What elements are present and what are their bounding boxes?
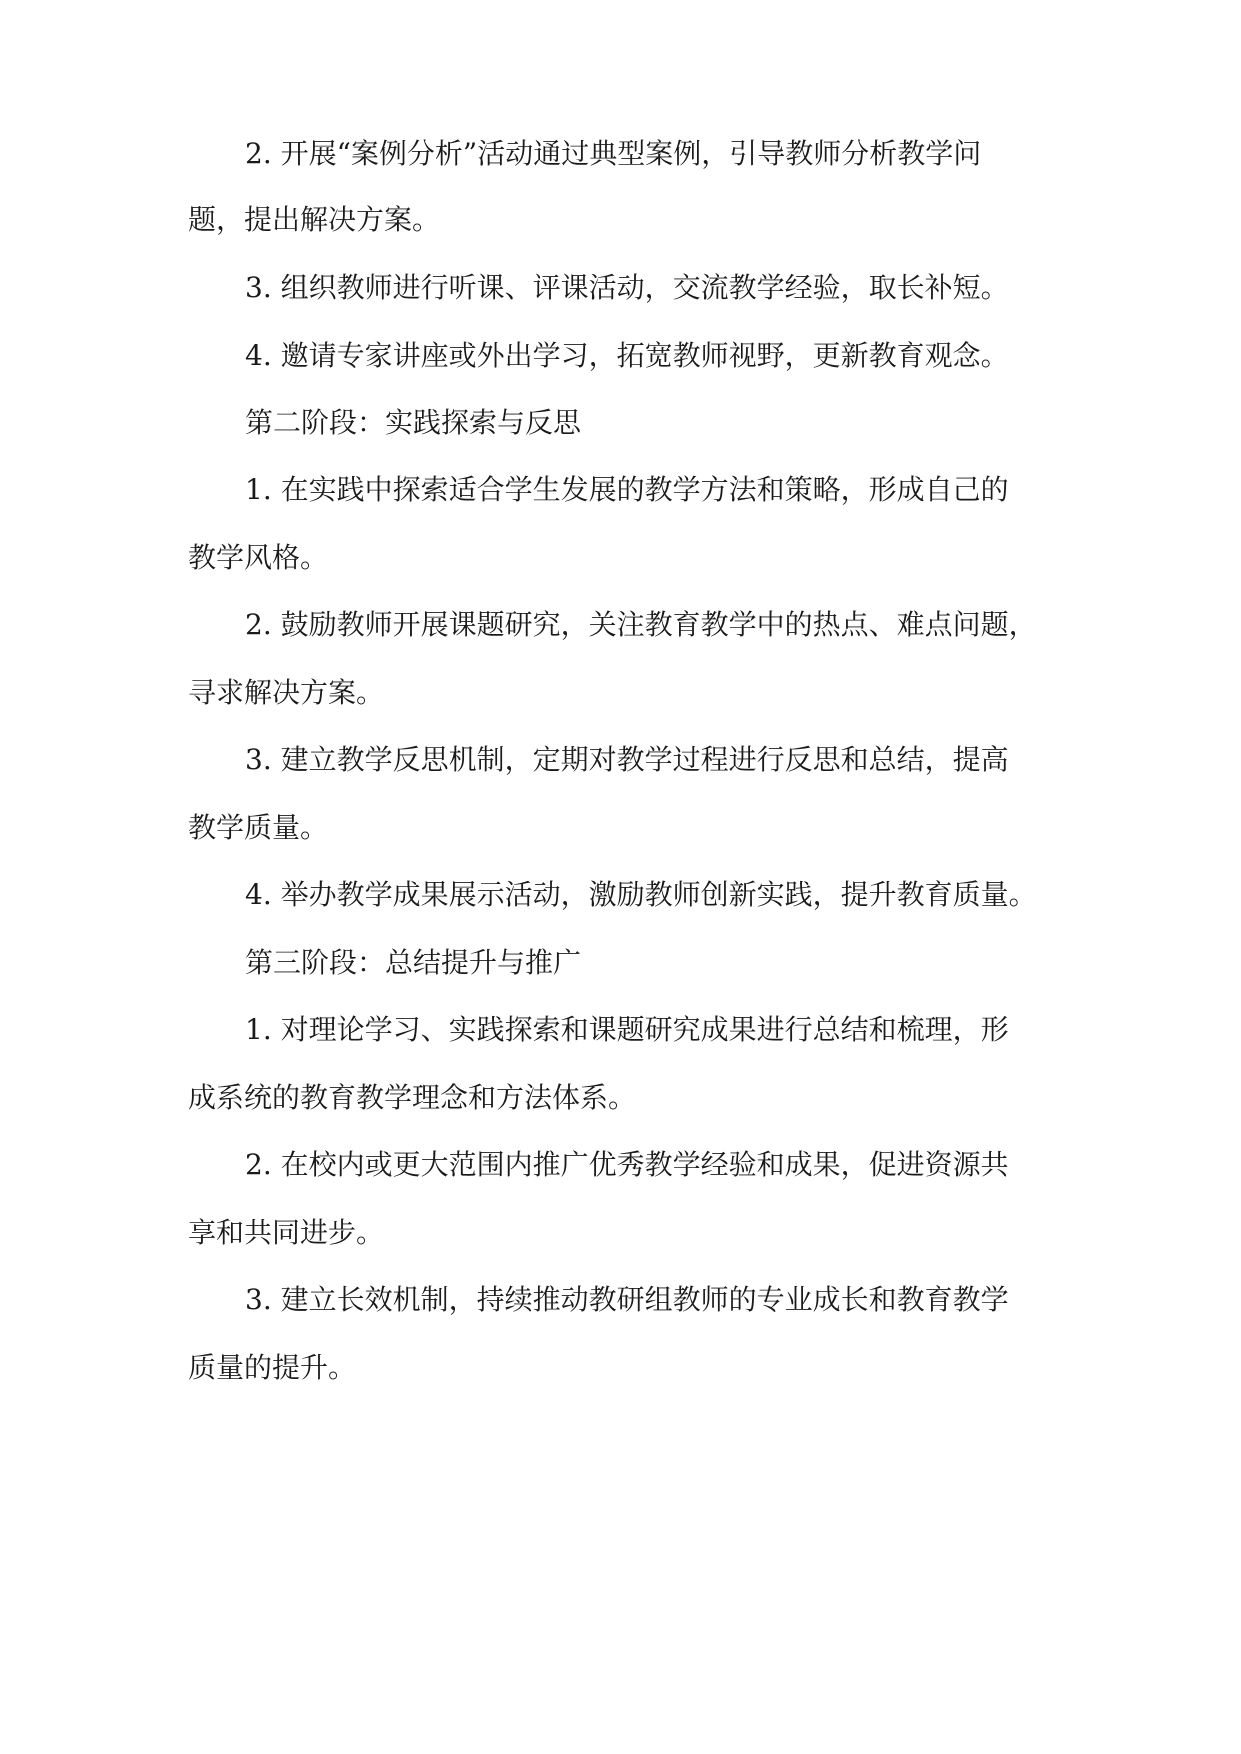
paragraph-line: 题，提出解决方案。 (188, 203, 441, 236)
paragraph-line: 4. 邀请专家讲座或外出学习，拓宽教师视野，更新教育观念。 (245, 339, 1009, 372)
paragraph-line: 1. 对理论学习、实践探索和课题研究成果进行总结和梳理，形 (245, 1013, 1009, 1046)
paragraph-line: 3. 建立长效机制，持续推动教研组教师的专业成长和教育教学 (245, 1283, 1009, 1316)
paragraph-line: 寻求解决方案。 (188, 676, 385, 709)
paragraph-line: 享和共同进步。 (188, 1216, 385, 1249)
section-heading: 第三阶段：总结提升与推广 (245, 946, 582, 979)
paragraph-line: 2. 开展“案例分析”活动通过典型案例，引导教师分析教学问 (245, 137, 982, 170)
paragraph-line: 1. 在实践中探索适合学生发展的教学方法和策略，形成自己的 (245, 473, 1009, 506)
paragraph-line: 质量的提升。 (188, 1351, 357, 1384)
paragraph-line: 教学质量。 (188, 811, 329, 844)
paragraph-line: 2. 在校内或更大范围内推广优秀教学经验和成果，促进资源共 (245, 1148, 1009, 1181)
paragraph-line: 4. 举办教学成果展示活动，激励教师创新实践，提升教育质量。 (245, 878, 1037, 911)
paragraph-line: 2. 鼓励教师开展课题研究，关注教育教学中的热点、难点问题， (245, 608, 1037, 641)
section-heading: 第二阶段：实践探索与反思 (245, 406, 582, 439)
paragraph-line: 教学风格。 (188, 541, 329, 574)
paragraph-line: 3. 组织教师进行听课、评课活动，交流教学经验，取长补短。 (245, 271, 1009, 304)
paragraph-line: 成系统的教育教学理念和方法体系。 (188, 1081, 637, 1114)
paragraph-line: 3. 建立教学反思机制，定期对教学过程进行反思和总结，提高 (245, 743, 1009, 776)
